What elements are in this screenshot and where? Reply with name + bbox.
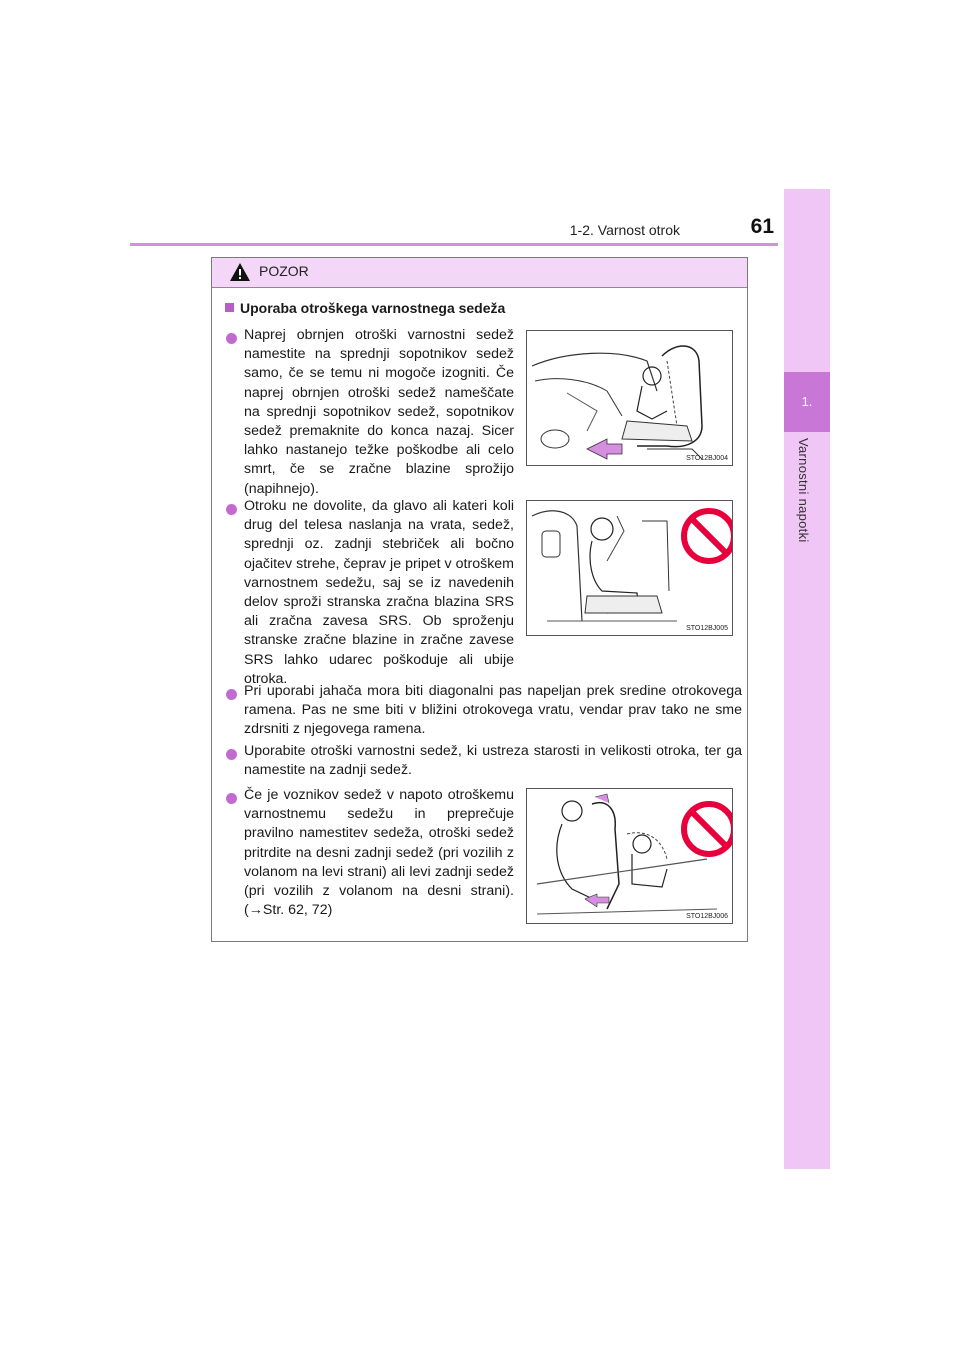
prohibited-scene-icon [527, 501, 733, 636]
chapter-side-tab [784, 189, 830, 1169]
chapter-number: 1. [801, 394, 813, 409]
figure-code: STO12BJ004 [686, 455, 728, 462]
round-bullet-icon [226, 333, 237, 344]
round-bullet-icon [226, 749, 237, 760]
prohibited-scene-icon [527, 789, 733, 924]
figure-code: STO12BJ005 [686, 625, 728, 632]
warning-triangle-icon [229, 262, 251, 282]
page-number: 61 [750, 215, 774, 238]
round-bullet-icon [226, 793, 237, 804]
figure-code: STO12BJ006 [686, 913, 728, 920]
caution-item-text: Uporabite otroški varnostni sedež, ki ustreza starosti in velikosti otroka, ter ga namestite na zadnji sedež. [244, 743, 742, 779]
caution-label: POZOR [259, 263, 309, 279]
caution-box [211, 257, 748, 942]
caution-item-text: Naprej obrnjen otroški varnostni sedež namestite na sprednji sopotnikov sedež samo, če se temu ni mogoče izogniti. Če naprej obrnjen otroški sedež nameščate na sprednji sopotnikov sedež, sopotnikov sedež premaknite do konca nazaj. Sicer lahko nastanejo težke poškodbe ali celo smrt, če se zračne blazine sprožijo (napihnejo). [244, 327, 514, 497]
figure-seat-front [526, 330, 733, 466]
figure-driver-seat [526, 788, 733, 924]
caution-item-text: Otroku ne dovolite, da glavo ali kateri koli drug del telesa naslanja na vrata, sedež, sprednji oz. zadnji stebriček ali bočno ojačitev strehe, čeprav je pripet v otroškem varnostnem sedežu, saj se iz navedenih delov sproži stranska zračna blazina SRS ali zračna zavesa SRS. Ob sproženju stranske zračne blazine in zračne zavese SRS lahko udarec poškoduje ali ubije otroka. [244, 498, 514, 687]
section-heading [225, 300, 505, 316]
seat-illustration-icon [527, 331, 733, 466]
round-bullet-icon [226, 504, 237, 515]
square-bullet-icon [225, 303, 234, 312]
header-divider [130, 243, 778, 246]
section-heading-text: Uporaba otroškega varnostnega sedeža [240, 300, 506, 316]
header-section-title: 1-2. Varnost otrok [569, 222, 680, 238]
chapter-title: Varnostni napotki [796, 438, 811, 543]
caution-item-text: Če je voznikov sedež v napoto otroškemu varnostnemu sedežu in preprečuje pravilno namestitev sedeža, otroški sedež pritrdite na desni zadnji sedež (pri vozilih z volanom na levi strani) ali levi zadnji sedež (pri vozilih z volanom na desni strani). (→Str. 62, 72) [244, 787, 514, 919]
figure-child-leaning [526, 500, 733, 636]
caution-header [212, 258, 747, 288]
caution-item-text: Pri uporabi jahača mora biti diagonalni pas napeljan prek sredine otrokovega ramena. Pas ne sme biti v bližini otrokovega vratu, vendar prav tako ne sme zdrsniti z njegovega ramena. [244, 683, 742, 738]
round-bullet-icon [226, 689, 237, 700]
